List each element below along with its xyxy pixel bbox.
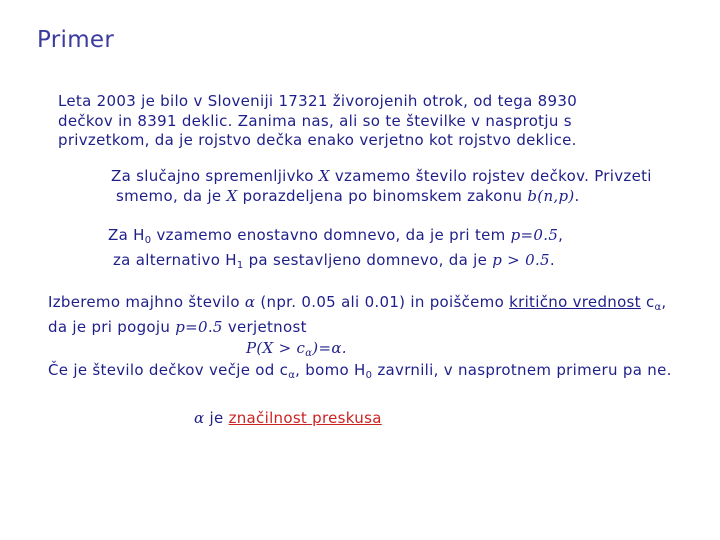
critical-value-term: kritično vrednost [509, 293, 641, 311]
decision-rule: Če je število dečkov večje od $c_\alpha$, bomo $H_0$ zavrnili, v nasprotnem primeru pa ne. [48, 361, 672, 381]
variable-x: X [318, 167, 330, 185]
intro-line: privzetkom, da je rojstvo dečka enako verjetno kot rojstvo deklice. [58, 131, 577, 149]
p-greater: p > 0.5 [492, 250, 550, 269]
p-equals: p=0.5 [175, 317, 223, 336]
random-variable-paragraph: Za slučajno spremenljivko X vzamemo število rojstev dečkov. Privzeti smemo, da je X porazdeljena po binomskem zakonu b(n,p). [111, 167, 652, 205]
h1-symbol: H [225, 250, 237, 269]
page-title: Primer [37, 27, 115, 53]
alpha-symbol: α [244, 293, 256, 311]
hypotheses-paragraph: Za $H_0$ vzamemo enostavno domnevo, da je pri tem p=0.5, za alternativo $H_1$ pa sestavljeno domnevo, da je p > 0.5. [108, 226, 564, 271]
probability-formula: $P(X > c_\alpha)=\alpha$. [246, 339, 347, 359]
p-equals: p=0.5 [510, 226, 559, 244]
h0-symbol: H [133, 226, 145, 244]
significance-link[interactable]: značilnost preskusa [228, 409, 382, 427]
critical-value-symbol: c [279, 361, 289, 379]
critical-value-symbol: c [645, 293, 655, 311]
binomial-law: b(n,p) [527, 186, 575, 205]
intro-line: dečkov in 8391 deklic. Zanima nas, ali so te številke v nasprotju s [58, 111, 572, 130]
variable-x: X [226, 186, 238, 205]
significance-line: α je značilnost preskusa [194, 409, 382, 427]
alpha-symbol: α [194, 409, 205, 427]
intro-paragraph [58, 92, 577, 151]
intro-line: Leta 2003 je bilo v Sloveniji 17321 živorojenih otrok, od tega 8930 [58, 92, 578, 110]
critical-value-paragraph: Izberemo majhno število α (npr. 0.05 ali 0.01) in poiščemo kritično vrednost $c_\alpha$, da je pri pogoju p=0.5 verjetnost [48, 293, 667, 336]
